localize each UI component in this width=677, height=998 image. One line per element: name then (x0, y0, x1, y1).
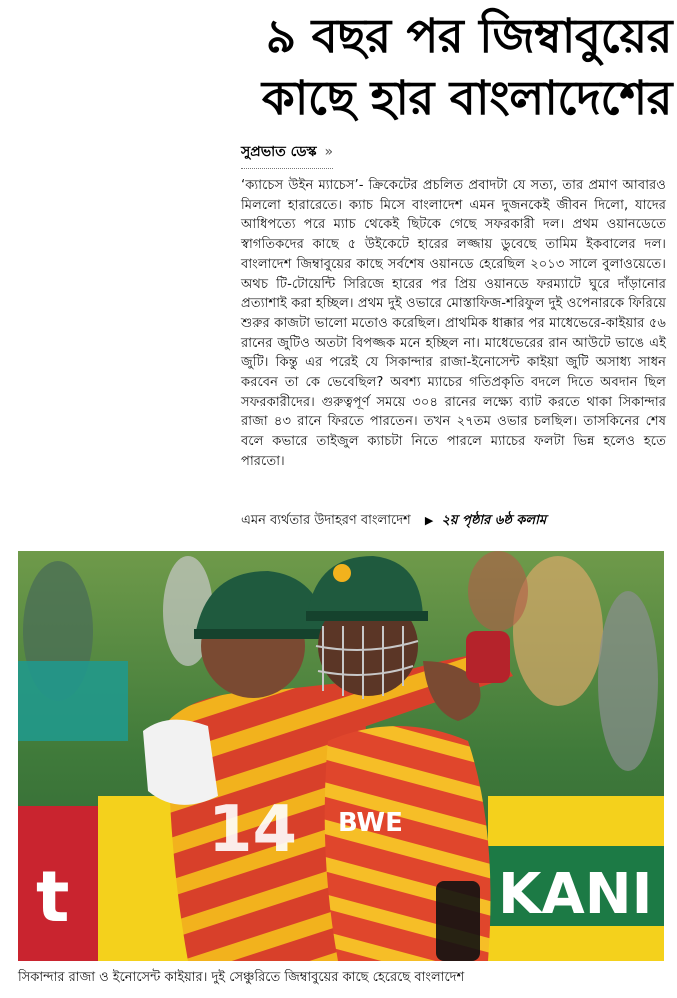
shirt-text: BWE (338, 808, 403, 838)
headline-line-1: ৯ বছর পর জিম্বাবুয়ের (265, 9, 672, 64)
white-glove (143, 720, 218, 805)
byline (241, 140, 333, 169)
headline (232, 6, 672, 130)
photo-caption: সিকান্দার রাজা ও ইনোসেন্ট কাইয়ার। দুই সেঞ্চুরিতে জিম্বাবুয়ের কাছে হেরেছে বাংলাদেশ (18, 970, 465, 985)
continuation-line (241, 511, 671, 532)
continued-text: এমন ব্যর্থতার উদাহরণ বাংলাদেশ (241, 513, 411, 528)
zimbabwe-bird-icon (333, 564, 351, 582)
continued-page-ref[interactable]: ২য় পৃষ্ঠার ৬ষ্ঠ কলাম (441, 513, 547, 528)
players-celebration-image (18, 551, 664, 961)
headline-line-2: কাছে হার বাংলাদেশের (261, 71, 672, 126)
byline-text: সুপ্রভাত ডেস্ক (241, 144, 317, 160)
batting-glove (466, 631, 510, 683)
board-letter: t (36, 856, 70, 938)
article-photo (18, 551, 664, 961)
jersey-number: 14 (208, 793, 298, 867)
sponsor-text: KANI (498, 862, 653, 927)
article-body: ‘ক্যাচেস উইন ম্যাচেস’- ক্রিকেটের প্রচলিত প্রবাদটা যে সত্য, তার প্রমাণ আবারও মিললো হারারেতে। ক্যাচ মিসে বাংলাদেশ এমন দুজনকেই জীবন দিলো, যাদের আধিপত্যে পরে ম্যাচ থেকেই ছিটকে গেছে সফরকারী দল। প্রথম ওয়ানডেতে স্বাগতিকদের কাছে ৫ উইকেটে হারের লজ্জায় ডুবেছে তামিম ইকবালের দল। বাংলাদেশ জিম্বাবুয়ের কাছে সর্বশেষ ওয়ানডে হেরেছিল ২০১৩ সালে বুলাওয়েতে। অথচ টি-টোয়েন্টি সিরিজে হারের পর প্রিয় ওয়ানডে ফরম্যাটে ঘুরে দাঁড়ানোর প্রত্যাশাই করা হচ্ছিল। প্রথম দুই ওভারে মোস্তাফিজ-শরিফুল দুই ওপেনারকে ফিরিয়ে শুরুর কাজটা ভালো মতোও করেছিল। প্রাথমিক ধাক্কার পর মাধেভেরে-কাইয়ার ৫৬ রানের জুটিও অতটা বিপজ্জক মনে হচ্ছিল না। মাধেভেরের রান আউটে ভাঙে এই জুটি। কিন্তু এর পরেই যে সিকান্দার রাজা-ইনোসেন্ট কাইয়া জুটি অসাধ্য সাধন করবেন তা কে ভেবেছিল? অবশ্য ম্যাচের গতিপ্রকৃতি বদলে দিতে অবদান ছিল সফরকারীদের। গুরুত্বপূর্ণ সময়ে ৩০৪ রানের লক্ষ্যে ব্যাট করতে থাকা সিকান্দার রাজা ৪৩ রানে ফিরতে পারতেন। তখন ২৭তম ওভার চলছিল। তাসকিনের শেষ বলে কভারে তাইজুল ক্যাচটা নিতে পারলে ম্যাচের ফলটা ভিন্ন হলেও হতে পারতো। (241, 178, 666, 469)
byline-arrow-icon: » (324, 144, 334, 160)
triangle-right-icon: ▶ (424, 514, 434, 527)
